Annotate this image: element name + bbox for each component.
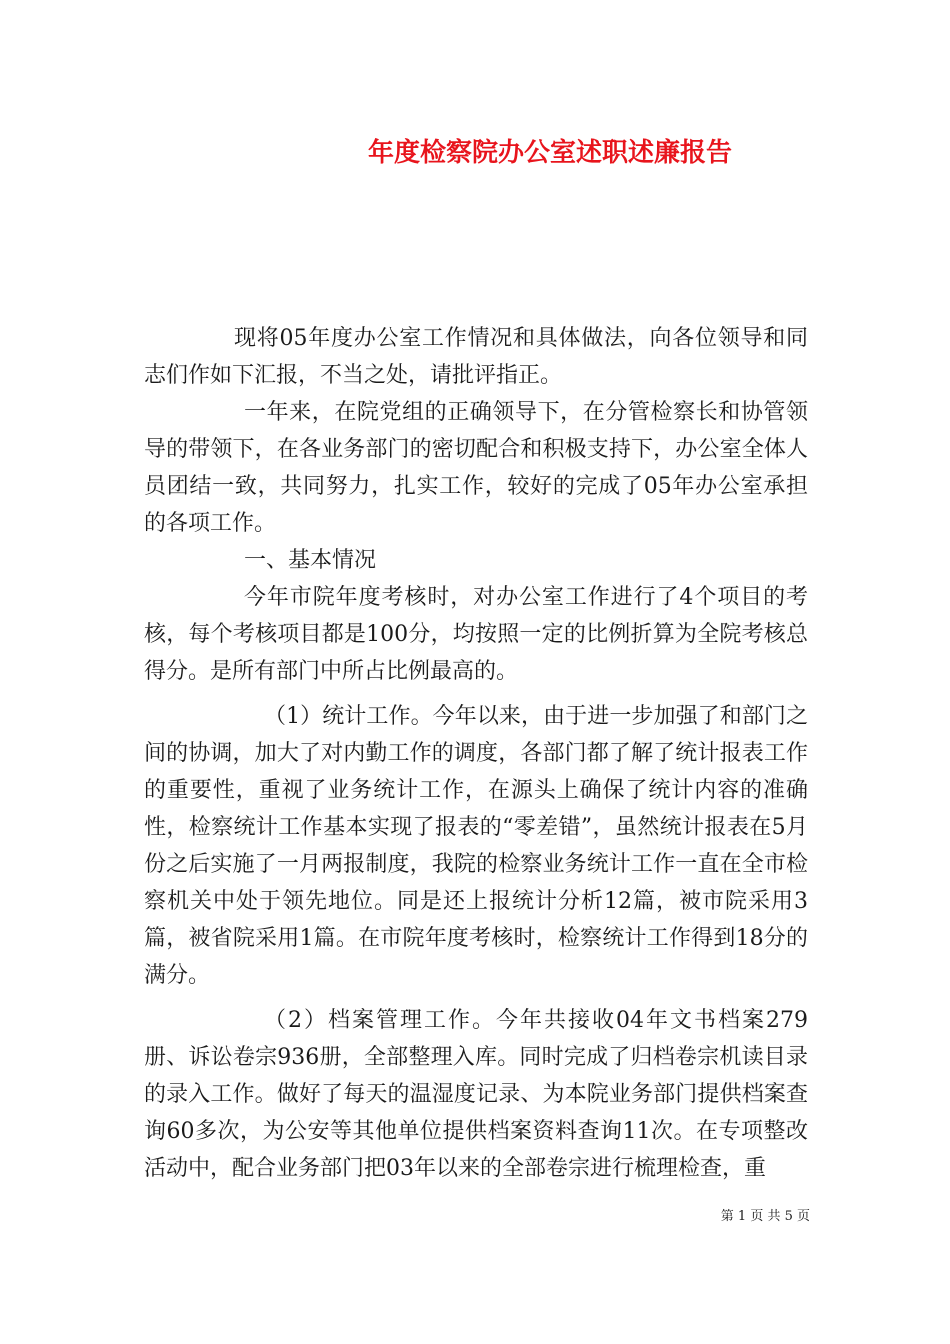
page-number-footer: 第 1 页 共 5 页 xyxy=(720,1209,810,1224)
document-title: 年度检察院办公室述职述廉报告 xyxy=(367,138,732,168)
paragraph-overview: 一年来，在院党组的正确领导下，在分管检察长和协管领导的带领下，在各业务部门的密切配合和积极支持下，办公室全体人员团结一致，共同努力，扎实工作，较好的完成了05年办公室承担的各项工作。 xyxy=(144,400,808,536)
paragraph-statistics: （1）统计工作。今年以来，由于进一步加强了和部门之间的协调，加大了对内勤工作的调度，各部门都了解了统计报表工作的重要性，重视了业务统计工作，在源头上确保了统计内容的准确性，检察统计工作基本实现了报表的“零差错”，虽然统计报表在5月份之后实施了一月两报制度，我院的检察业务统计工作一直在全市检察机关中处于领先地位。同是还上报统计分析12篇，被市院采用3篇，被省院采用1篇。在市院年度考核时，检察统计工作得到18分的满分。 xyxy=(144,704,808,988)
paragraph-intro: 现将05年度办公室工作情况和具体做法，向各位领导和同志们作如下汇报，不当之处，请批评指正。 xyxy=(144,326,808,388)
document-body xyxy=(144,320,808,1187)
section-heading-basic: 一、基本情况 xyxy=(244,548,377,573)
paragraph-assessment: 今年市院年度考核时，对办公室工作进行了4个项目的考核，每个考核项目都是100分，均按照一定的比例折算为全院考核总得分。是所有部门中所占比例最高的。 xyxy=(144,585,808,684)
paragraph-archives: （2）档案管理工作。今年共接收04年文书档案279册、诉讼卷宗936册，全部整理入库。同时完成了归档卷宗机读目录的录入工作。做好了每天的温湿度记录、为本院业务部门提供档案查询60多次，为公安等其他单位提供档案资料查询11次。在专项整改活动中，配合业务部门把03年以来的全部卷宗进行梳理检查，重 xyxy=(144,1008,808,1181)
